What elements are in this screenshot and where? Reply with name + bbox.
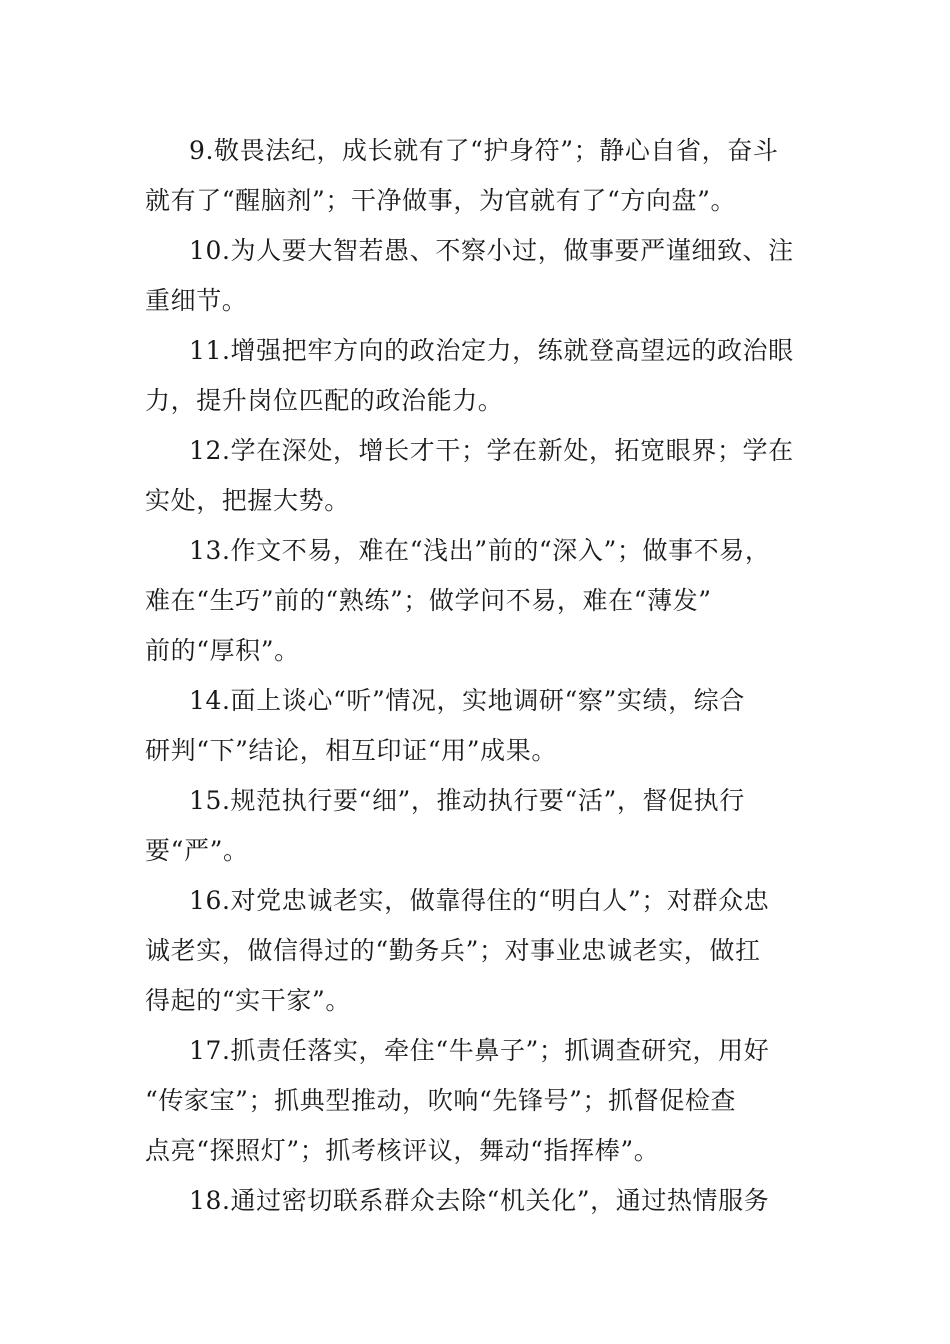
paragraph-line: 9.敬畏法纪，成长就有了“护身符”；静心自省，奋斗 <box>189 136 779 165</box>
paragraph-line: 18.通过密切联系群众去除“机关化”，通过热情服务 <box>189 1186 770 1215</box>
document-body <box>145 126 815 1226</box>
paragraph-line: 难在“生巧”前的“熟练”；做学问不易，难在“薄发” <box>145 586 712 615</box>
paragraph-16 <box>145 876 815 1026</box>
paragraph-line: 12.学在深处，增长才干；学在新处，拓宽眼界；学在 <box>189 436 794 465</box>
paragraph-13 <box>145 526 815 676</box>
paragraph-14 <box>145 676 815 776</box>
paragraph-line: “传家宝”；抓典型推动，吹响“先锋号”；抓督促检查 <box>145 1086 737 1115</box>
paragraph-line: 点亮“探照灯”；抓考核评议，舞动“指挥棒”。 <box>145 1136 660 1165</box>
paragraph-line: 重细节。 <box>145 286 248 315</box>
paragraph-line: 要“严”。 <box>145 836 249 865</box>
paragraph-line: 11.增强把牢方向的政治定力，练就登高望远的政治眼 <box>189 336 794 365</box>
paragraph-line: 13.作文不易，难在“浅出”前的“深入”；做事不易， <box>189 536 771 565</box>
paragraph-line: 16.对党忠诚老实，做靠得住的“明白人”；对群众忠 <box>189 886 770 915</box>
paragraph-15 <box>145 776 815 876</box>
paragraph-11 <box>145 326 815 426</box>
paragraph-9 <box>145 126 815 226</box>
paragraph-10 <box>145 226 815 326</box>
paragraph-18 <box>145 1176 815 1226</box>
paragraph-line: 诚老实，做信得过的“勤务兵”；对事业忠诚老实，做扛 <box>145 936 761 965</box>
paragraph-line: 17.抓责任落实，牵住“牛鼻子”；抓调查研究，用好 <box>189 1036 770 1065</box>
paragraph-line: 14.面上谈心“听”情况，实地调研“察”实绩，综合 <box>189 686 745 715</box>
paragraph-line: 10.为人要大智若愚、不察小过，做事要严谨细致、注 <box>189 236 794 265</box>
paragraph-line: 力，提升岗位匹配的政治能力。 <box>145 386 504 415</box>
paragraph-line: 就有了“醒脑剂”；干净做事，为官就有了“方向盘”。 <box>145 186 737 215</box>
paragraph-12 <box>145 426 815 526</box>
paragraph-17 <box>145 1026 815 1176</box>
paragraph-line: 得起的“实干家”。 <box>145 986 351 1015</box>
paragraph-line: 15.规范执行要“细”，推动执行要“活”，督促执行 <box>189 786 745 815</box>
paragraph-line: 研判“下”结论，相互印证“用”成果。 <box>145 736 557 765</box>
paragraph-line: 实处，把握大势。 <box>145 486 350 515</box>
paragraph-line: 前的“厚积”。 <box>145 636 300 665</box>
